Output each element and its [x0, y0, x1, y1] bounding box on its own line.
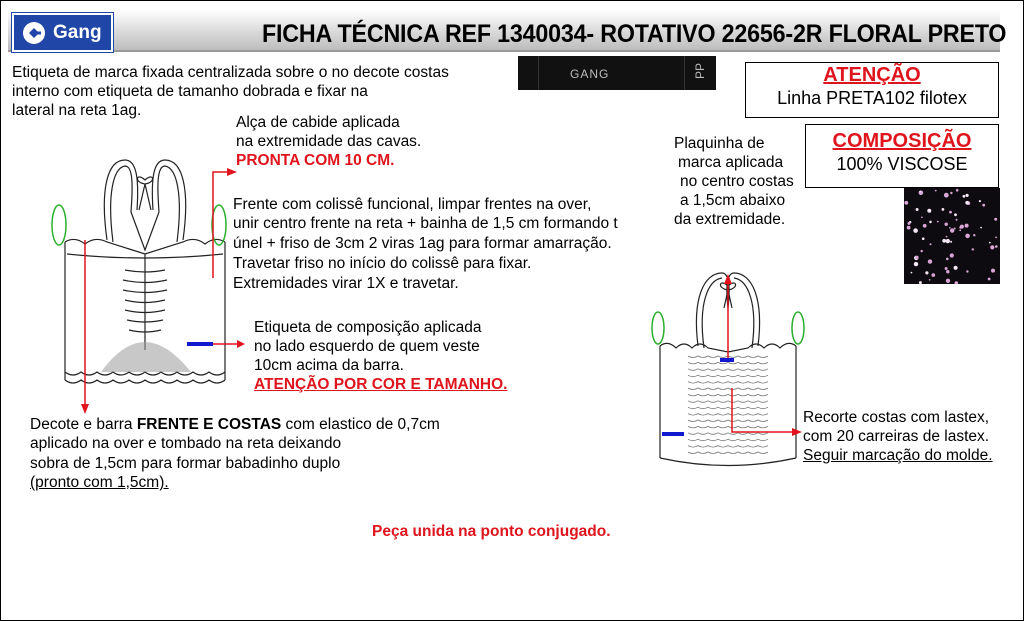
back-cut-note-line: com 20 carreiras de lastex.: [803, 428, 990, 445]
lastex-row: [688, 375, 768, 377]
lastex-row: [688, 369, 768, 371]
back-cut-note-last: Seguir marcação do molde.: [803, 447, 993, 464]
hanger-loop-highlight: PRONTA COM 10 CM.: [236, 152, 395, 169]
composition-label-note-line: Etiqueta de composição aplicada: [254, 319, 482, 336]
lastex-row: [688, 388, 768, 390]
plaque-arrow-head: [724, 274, 732, 284]
plaque-note-line: da extremidade.: [674, 211, 786, 228]
composition-label-marker: [187, 342, 213, 346]
lastex-row: [688, 401, 768, 403]
label-divider: [684, 56, 685, 90]
neckline-arrow-head: [81, 404, 89, 414]
hanger-loop-note-line: Alça de cabide aplicada: [236, 114, 400, 131]
lastex-row: [688, 439, 768, 441]
attention-box: [745, 62, 999, 118]
lastex-row: [688, 446, 768, 448]
brand-logo: [12, 13, 113, 52]
floral-print-swatch: [904, 188, 1000, 284]
footer-note: Peça unida na ponto conjugado.: [372, 523, 611, 540]
plaque-note-line: Plaquinha de: [674, 135, 765, 152]
back-cut-arrow: [732, 388, 796, 432]
lastex-row: [688, 394, 768, 396]
front-garment-drawing: [45, 150, 245, 420]
front-note-line: unir centro frente na reta + bainha de 1,5 cm formando t: [233, 215, 618, 232]
lastex-row: [688, 426, 768, 428]
front-note-line: Frente com colissê funcional, limpar frentes na over,: [233, 196, 592, 213]
composition-label-highlight: ATENÇÃO POR COR E TAMANHO.: [254, 376, 508, 393]
back-cut-arrow-head: [792, 428, 802, 436]
lastex-row: [688, 420, 768, 422]
hanger-loop-right: [792, 312, 804, 344]
hanger-loop-note-line: na extremidade das cavas.: [236, 133, 422, 150]
shaded-area: [101, 342, 191, 372]
gang-logo-icon: [21, 20, 47, 46]
label-size-text: PP: [693, 62, 708, 80]
label-brand-text: GANG: [570, 67, 610, 81]
lastex-row: [688, 433, 768, 435]
hanger-arrow: [213, 172, 230, 278]
composition-label-marker: [662, 432, 684, 436]
lastex-row: [688, 362, 768, 364]
attention-body: Linha PRETA102 filotex: [777, 88, 967, 108]
brand-label-note-line: lateral na reta 1ag.: [12, 102, 142, 119]
page-title: FICHA TÉCNICA REF 1340034- ROTATIVO 22656-2R FLORAL PRETO: [262, 20, 1007, 48]
lastex-row: [688, 452, 768, 454]
neckline-note-last: (pronto com 1,5cm).: [30, 474, 169, 491]
brand-label-note-line: Etiqueta de marca fixada centralizada sobre o no decote costas: [12, 64, 449, 81]
composition-label-note-line: no lado esquerdo de quem veste: [254, 338, 480, 355]
hanger-loop-left: [652, 312, 664, 344]
back-cut-note-line: Recorte costas com lastex,: [803, 409, 990, 426]
hanger-arrow-head: [227, 168, 237, 176]
neckline-prefix: Decote e barra: [30, 416, 137, 433]
composition-body: 100% VISCOSE: [836, 154, 968, 174]
lastex-row: [688, 382, 768, 384]
neckline-note-line: sobra de 1,5cm para formar babadinho duplo: [30, 455, 341, 472]
lastex-rows: [688, 356, 768, 454]
plaque-note-line: no centro costas: [680, 173, 794, 190]
composition-arrow-head: [237, 340, 245, 348]
back-garment-drawing: [648, 268, 808, 473]
lastex-row: [688, 414, 768, 416]
composition-label-note-line: 10cm acima da barra.: [254, 357, 404, 374]
neckline-suffix: com elastico de 0,7cm: [281, 416, 440, 433]
neckline-note-line: aplicado na over e tombado na reta deixando: [30, 435, 342, 452]
brand-plaque-marker: [720, 358, 734, 362]
lastex-row: [688, 407, 768, 409]
composition-heading: COMPOSIÇÃO: [832, 130, 972, 152]
brand-name: Gang: [53, 21, 102, 43]
attention-heading: ATENÇÃO: [823, 64, 921, 86]
neckline-bold: FRENTE E COSTAS: [136, 416, 282, 433]
front-note-line: Extremidades virar 1X e travetar.: [233, 275, 459, 292]
label-divider: [538, 56, 539, 90]
front-note-line: únel + friso de 3cm 2 viras 1ag para formar amarração.: [233, 235, 612, 252]
brand-label-image: [518, 56, 716, 90]
plaque-note-line: marca aplicada: [678, 154, 784, 171]
plaque-note-line: a 1,5cm abaixo: [680, 192, 786, 209]
hanger-loop-left: [52, 205, 66, 245]
front-note-line: Travetar friso no início do colissê para fixar.: [233, 255, 532, 272]
composition-box: [805, 124, 999, 188]
brand-label-note-line: interno com etiqueta de tamanho dobrada e fixar na: [12, 83, 368, 100]
hanger-loop-right: [212, 205, 226, 245]
